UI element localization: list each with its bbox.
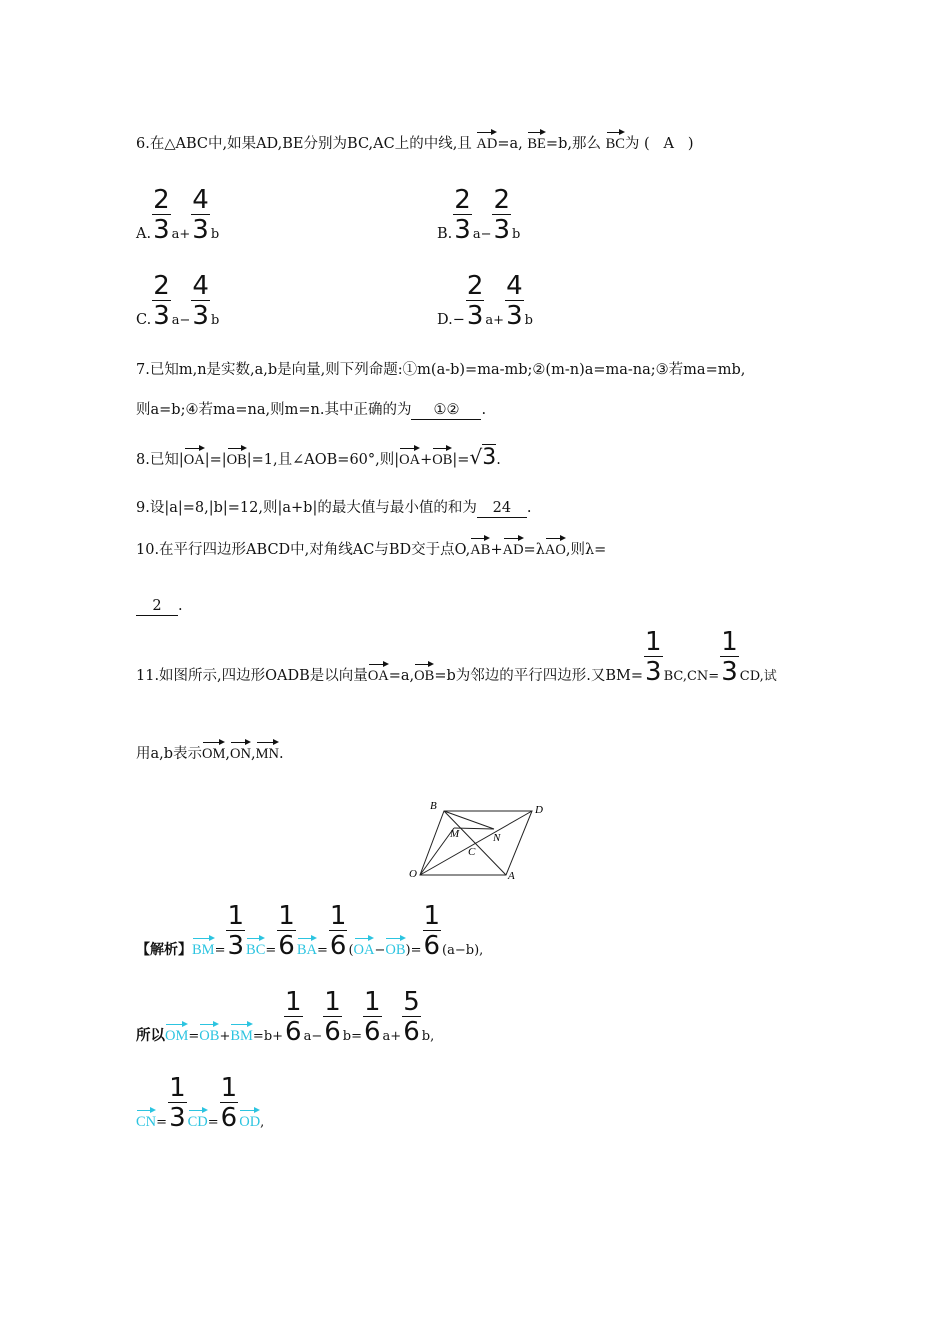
vector-od: OD: [239, 1108, 260, 1132]
diagonal-od: [420, 811, 532, 875]
label-a: A: [508, 870, 515, 882]
fraction: $\frac{4}{3}$: [506, 271, 523, 331]
label-o: O: [409, 868, 417, 880]
q10-answer: 2: [136, 597, 178, 616]
vector-ad: AD: [503, 536, 524, 560]
vector-om: OM: [165, 1022, 188, 1046]
q6-stem: 6.在△ABC中,如果AD,BE分别为BC,AC上的中线,且 AD=a, BE=b,那么 BC为 ( A ): [136, 130, 694, 154]
vector-oa: OA: [354, 936, 375, 960]
sqrt-symbol: √: [469, 445, 483, 469]
parallelogram-figure: [400, 795, 560, 887]
fraction: $\frac{1}{6}$: [278, 901, 295, 961]
label-n: N: [493, 832, 501, 844]
vector-mn: MN: [256, 740, 279, 764]
solution-line-1: 【解析】BM= $\frac{1}{3}$ BC= $\frac{1}{6}$ BA= $\frac{1}{6}$ (OA−OB)= $\frac{1}{6}$ (a−b),: [136, 901, 484, 961]
fraction: $\frac{2}{3}$: [493, 185, 511, 245]
vector-ob: OB: [227, 446, 247, 470]
vector-ad: AD: [476, 130, 497, 154]
vector-oa: OA: [184, 446, 205, 470]
q11-stem: 11.如图所示,四边形OADB是以向量OA=a,OB=b为邻边的平行四边形.又BM= $\frac{1}{3}$ BC,CN= $\frac{1}{3}$ CD,试: [136, 627, 777, 687]
label-m: M: [450, 828, 460, 840]
solution-line-2: 所以OM=OB+BM=b+ $\frac{1}{6}$ a− $\frac{1}{6}$ b= $\frac{1}{6}$ a+ $\frac{5}{6}$ b,: [136, 987, 435, 1047]
q6-option-c: C. $\frac{2}{3}$ a− $\frac{4}{3}$ b: [136, 271, 220, 331]
q10-answer-line: 2 .: [136, 596, 183, 616]
vector-on: ON: [230, 740, 251, 764]
vector-bc: BC: [246, 936, 265, 960]
q11-line-2: 用a,b表示OM,ON,MN.: [136, 740, 284, 764]
vector-oa: OA: [399, 446, 420, 470]
vector-ob: OB: [414, 662, 434, 686]
q10-stem: 10.在平行四边形ABCD中,对角线AC与BD交于点O,AB+AD=λAO,则λ=: [136, 536, 606, 560]
q8-stem: 8.已知|OA|=|OB|=1,且∠AOB=60°,则|OA+OB|=√3.: [136, 445, 501, 470]
vector-oa: OA: [368, 662, 389, 686]
q8-answer: 3: [482, 445, 497, 470]
label-c: C: [468, 846, 476, 858]
vector-ab: AB: [470, 536, 490, 560]
q6-option-a: A. $\frac{2}{3}$ a+ $\frac{4}{3}$ b: [136, 185, 220, 245]
vector-bm: BM: [230, 1022, 253, 1046]
vector-ob: OB: [432, 446, 452, 470]
vector-ob: OB: [385, 936, 405, 960]
fraction: $\frac{1}{6}$: [423, 901, 441, 961]
q7-answer: ①②: [411, 401, 481, 420]
solution-tag: 【解析】: [136, 942, 192, 958]
q6-option-b: B. $\frac{2}{3}$ a− $\frac{2}{3}$ b: [437, 185, 521, 245]
fraction: $\frac{1}{3}$: [227, 901, 245, 961]
fraction: $\frac{1}{3}$: [721, 627, 738, 687]
fraction: $\frac{4}{3}$: [192, 185, 209, 245]
vector-om: OM: [202, 740, 225, 764]
fraction: $\frac{5}{6}$: [403, 987, 420, 1047]
q9-stem: 9.设|a|=8,|b|=12,则|a+b|的最大值与最小值的和为 24 .: [136, 500, 532, 516]
fraction: $\frac{1}{6}$: [364, 987, 381, 1047]
vector-ba: BA: [297, 936, 317, 960]
fraction: $\frac{2}{3}$: [454, 185, 471, 245]
segment-bn: [444, 811, 494, 829]
vector-be: BE: [527, 130, 546, 154]
fraction: $\frac{1}{6}$: [220, 1073, 238, 1133]
fraction: $\frac{1}{3}$: [645, 627, 662, 687]
segment-mn: [454, 828, 494, 829]
label-b: B: [430, 800, 437, 812]
fraction: $\frac{1}{6}$: [285, 987, 302, 1047]
vector-ob: OB: [199, 1022, 219, 1046]
fraction: $\frac{1}{3}$: [169, 1073, 186, 1133]
q7-line-2: 则a=b;④若ma=na,则m=n.其中正确的为 ①② .: [136, 402, 487, 418]
q6-answer: A: [663, 136, 675, 152]
segment-om: [420, 828, 454, 875]
vector-bc: BC: [606, 130, 625, 154]
fraction: $\frac{2}{3}$: [153, 185, 170, 245]
vector-bm: BM: [192, 936, 215, 960]
solution-line-3: CN= $\frac{1}{3}$ CD= $\frac{1}{6}$ OD,: [136, 1073, 265, 1133]
q6-option-d: D.− $\frac{2}{3}$ a+ $\frac{4}{3}$ b: [437, 271, 533, 331]
fraction: $\frac{4}{3}$: [192, 271, 209, 331]
fraction: $\frac{1}{6}$: [329, 901, 347, 961]
vector-cn: CN: [136, 1108, 156, 1132]
label-d: D: [535, 804, 543, 816]
fraction: $\frac{1}{6}$: [324, 987, 341, 1047]
fraction: $\frac{2}{3}$: [153, 271, 170, 331]
q7-line-1: 7.已知m,n是实数,a,b是向量,则下列命题:①m(a-b)=ma-mb;②(m-n)a=ma-na;③若ma=mb,: [136, 362, 746, 378]
vector-cd: CD: [188, 1108, 208, 1132]
vector-ao: AO: [545, 536, 566, 560]
q9-answer: 24: [477, 499, 527, 518]
fraction: $\frac{2}{3}$: [466, 271, 484, 331]
